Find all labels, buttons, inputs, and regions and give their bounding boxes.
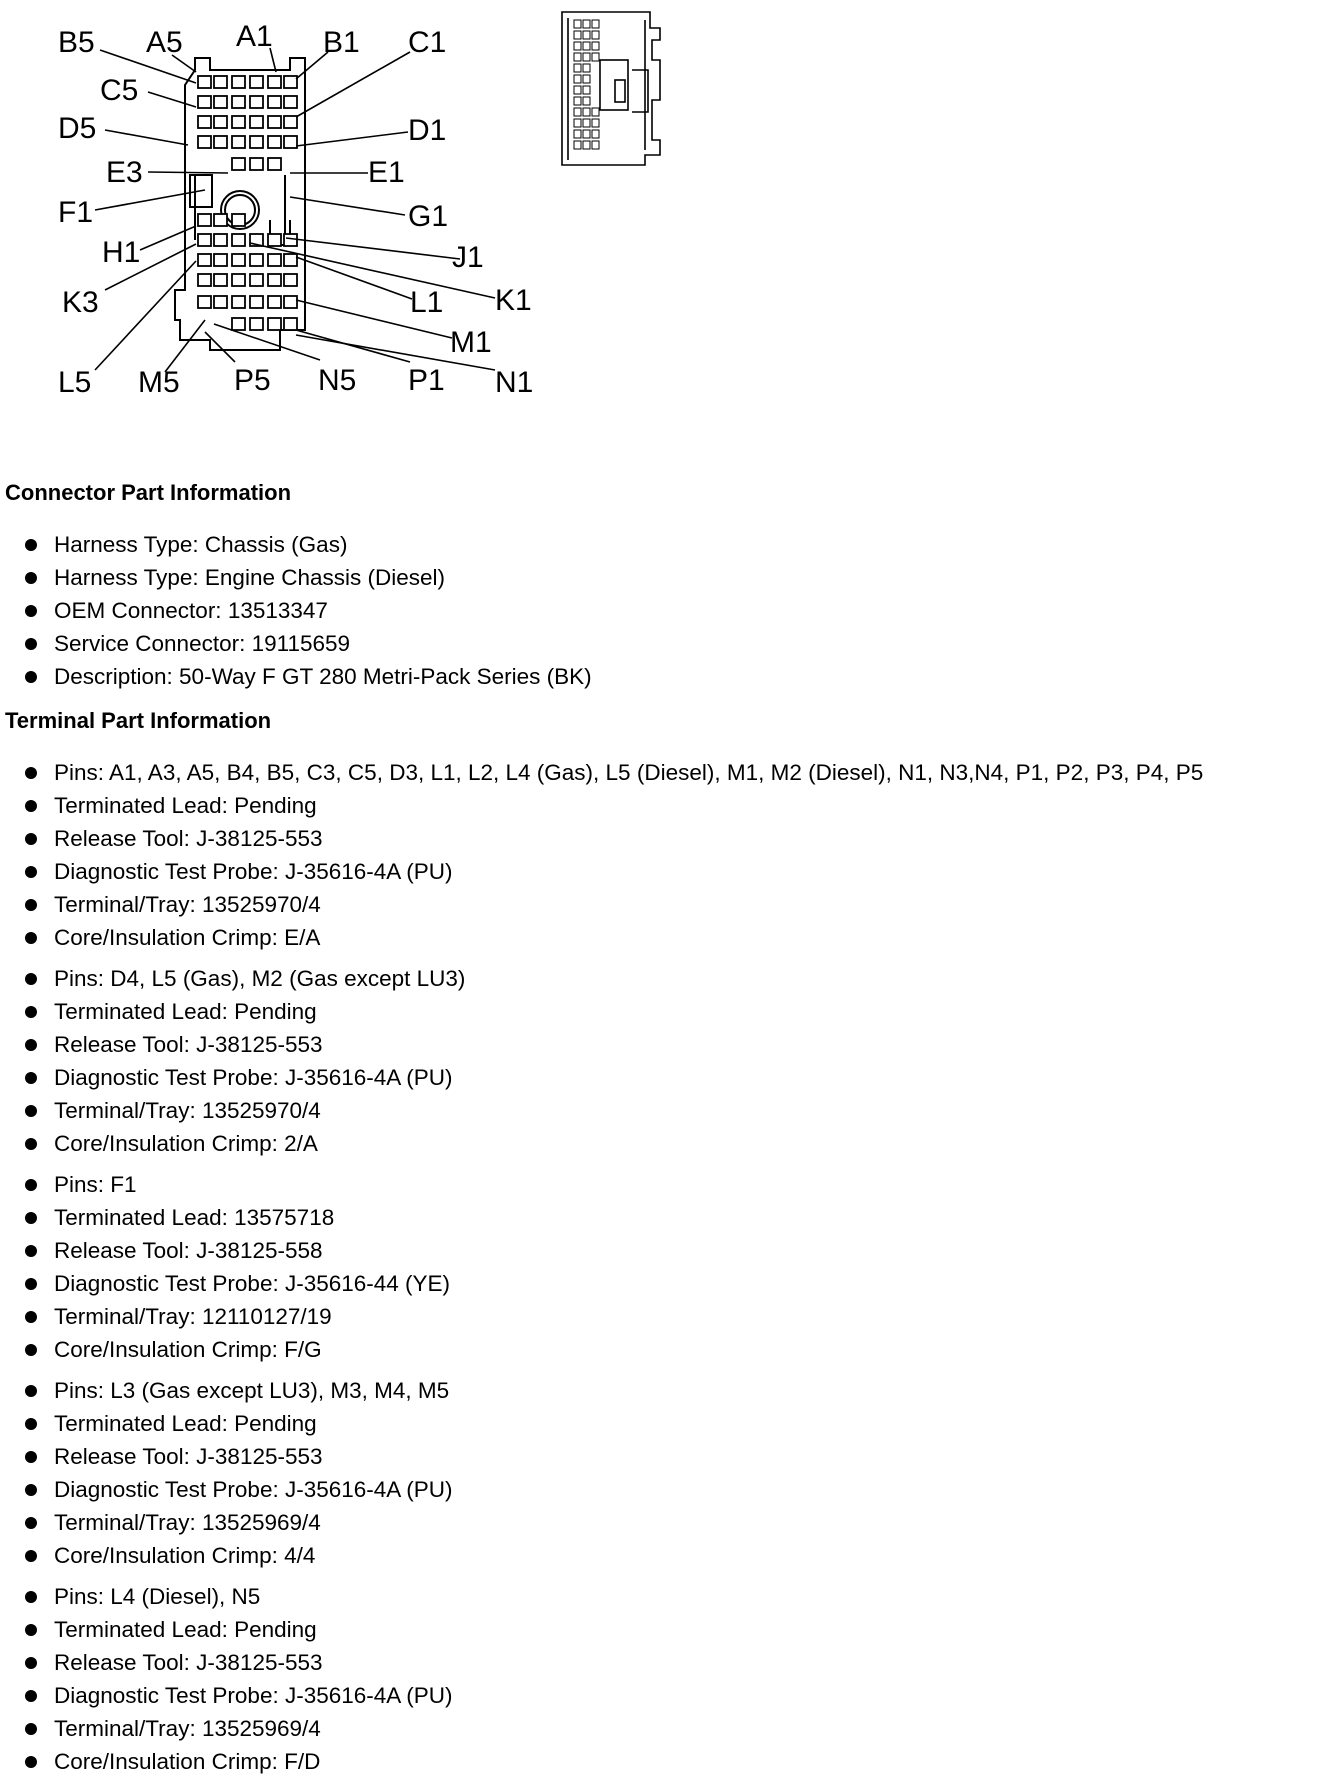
- cavity: [284, 318, 297, 330]
- list-item: Description: 50-Way F GT 280 Metri-Pack Series (BK): [0, 660, 592, 693]
- list-item: Service Connector: 19115659: [0, 627, 592, 660]
- list-item: Terminal/Tray: 13525970/4: [0, 888, 1203, 921]
- cavity: [250, 96, 263, 108]
- cavity: [232, 136, 245, 148]
- list-item: Terminated Lead: Pending: [0, 1613, 453, 1646]
- pin-label-l1: L1: [410, 286, 444, 319]
- pin-label-h1: H1: [102, 236, 141, 269]
- pin-label-d1: D1: [408, 114, 447, 147]
- cavity: [250, 318, 263, 330]
- pin-label-g1: G1: [408, 200, 449, 233]
- bullet-icon: [25, 1756, 37, 1768]
- cavity: [284, 296, 297, 308]
- cavity: [198, 254, 211, 266]
- bullet-icon: [25, 1006, 37, 1018]
- cavity: [214, 116, 227, 128]
- bullet-icon: [25, 1179, 37, 1191]
- bullet-icon: [25, 1278, 37, 1290]
- cavity: [284, 274, 297, 286]
- cavity: [250, 158, 263, 170]
- cavity: [268, 254, 281, 266]
- bullet-icon: [25, 1690, 37, 1702]
- cavity: [250, 76, 263, 88]
- bullet-icon: [25, 1418, 37, 1430]
- cavity: [198, 136, 211, 148]
- bullet-icon: [25, 638, 37, 650]
- bullet-icon: [25, 1105, 37, 1117]
- list-item: Terminated Lead: Pending: [0, 789, 1203, 822]
- side-cavity: [574, 64, 581, 72]
- side-cavity: [583, 119, 590, 127]
- cavity: [198, 296, 211, 308]
- terminal-group-5: [0, 1580, 453, 1778]
- cavity: [284, 234, 297, 246]
- pin-label-a5: A5: [146, 26, 183, 59]
- connector-part-information-heading: Connector Part Information: [5, 480, 292, 505]
- side-cavity: [583, 64, 590, 72]
- bullet-icon: [25, 1591, 37, 1603]
- list-item: Pins: D4, L5 (Gas), M2 (Gas except LU3): [0, 962, 465, 995]
- side-view-grid: [574, 20, 599, 149]
- bullet-icon: [25, 1657, 37, 1669]
- list-item: Diagnostic Test Probe: J-35616-4A (PU): [0, 1679, 453, 1712]
- pin-label-l5: L5: [58, 366, 92, 399]
- side-cavity: [574, 75, 581, 83]
- bullet-icon: [25, 1624, 37, 1636]
- side-cavity: [574, 53, 581, 61]
- side-cavity: [574, 20, 581, 28]
- terminal-group-2: [0, 962, 465, 1160]
- cavity: [250, 116, 263, 128]
- list-item: Release Tool: J-38125-553: [0, 1646, 453, 1679]
- side-cavity: [583, 141, 590, 149]
- cavity: [232, 234, 245, 246]
- list-item: Pins: A1, A3, A5, B4, B5, C3, C5, D3, L1, L2, L4 (Gas), L5 (Diesel), M1, M2 (Diesel), N1, N3,N4, P1, P2, P3, P4, P5: [0, 756, 1203, 789]
- bullet-icon: [25, 539, 37, 551]
- pin-label-e1: E1: [368, 156, 405, 189]
- side-cavity: [583, 42, 590, 50]
- cavity: [232, 296, 245, 308]
- cavity: [214, 296, 227, 308]
- pin-label-a1: A1: [236, 20, 273, 53]
- list-item: Diagnostic Test Probe: J-35616-4A (PU): [0, 1061, 465, 1094]
- pin-label-m1: M1: [450, 326, 492, 359]
- bullet-icon: [25, 973, 37, 985]
- bullet-icon: [25, 899, 37, 911]
- list-item: Release Tool: J-38125-558: [0, 1234, 450, 1267]
- side-cavity: [592, 53, 599, 61]
- terminal-part-information-heading: Terminal Part Information: [5, 708, 272, 733]
- list-item: Terminal/Tray: 13525970/4: [0, 1094, 465, 1127]
- cavity: [268, 136, 281, 148]
- cavity: [250, 254, 263, 266]
- cavity: [232, 214, 245, 226]
- pin-label-b1: B1: [323, 26, 360, 59]
- side-cavity: [583, 108, 590, 116]
- list-item: Pins: L3 (Gas except LU3), M3, M4, M5: [0, 1374, 453, 1407]
- side-cavity: [574, 31, 581, 39]
- side-cavity: [592, 108, 599, 116]
- cavity: [268, 274, 281, 286]
- side-cavity: [583, 75, 590, 83]
- list-item: OEM Connector: 13513347: [0, 594, 592, 627]
- cavity: [232, 158, 245, 170]
- cavity: [214, 136, 227, 148]
- cavity: [232, 254, 245, 266]
- list-item: Core/Insulation Crimp: F/G: [0, 1333, 450, 1366]
- list-item: Pins: F1: [0, 1168, 450, 1201]
- cavity: [268, 76, 281, 88]
- pin-label-p1: P1: [408, 364, 445, 397]
- side-cavity: [583, 130, 590, 138]
- side-cavity: [574, 108, 581, 116]
- side-cavity: [592, 31, 599, 39]
- terminal-group-1: [0, 756, 1203, 954]
- bullet-icon: [25, 1138, 37, 1150]
- bullet-icon: [25, 833, 37, 845]
- pin-label-c1: C1: [408, 26, 447, 59]
- list-item: Release Tool: J-38125-553: [0, 822, 1203, 855]
- connector-side-view: [562, 12, 660, 165]
- pin-label-f1: F1: [58, 196, 94, 229]
- list-item: Release Tool: J-38125-553: [0, 1028, 465, 1061]
- cavity: [232, 116, 245, 128]
- side-cavity: [592, 141, 599, 149]
- cavity: [284, 254, 297, 266]
- cavity: [284, 76, 297, 88]
- cavity: [268, 318, 281, 330]
- cavity: [214, 274, 227, 286]
- cavity: [284, 136, 297, 148]
- cavity: [198, 214, 211, 226]
- bullet-icon: [25, 1550, 37, 1562]
- list-item: Diagnostic Test Probe: J-35616-44 (YE): [0, 1267, 450, 1300]
- bullet-icon: [25, 1311, 37, 1323]
- side-cavity: [574, 42, 581, 50]
- list-item: Terminated Lead: 13575718: [0, 1201, 450, 1234]
- cavity: [268, 96, 281, 108]
- list-item: Release Tool: J-38125-553: [0, 1440, 453, 1473]
- pin-label-j1: J1: [452, 241, 484, 274]
- pin-label-m5: M5: [138, 366, 180, 399]
- side-cavity: [574, 86, 581, 94]
- list-item: Harness Type: Engine Chassis (Diesel): [0, 561, 592, 594]
- bullet-icon: [25, 866, 37, 878]
- pin-label-n1: N1: [495, 366, 534, 399]
- list-item: Terminated Lead: Pending: [0, 995, 465, 1028]
- side-cavity: [574, 141, 581, 149]
- pin-label-p5: P5: [234, 364, 271, 397]
- list-item: Diagnostic Test Probe: J-35616-4A (PU): [0, 855, 1203, 888]
- bullet-icon: [25, 572, 37, 584]
- pin-label-k1: K1: [495, 284, 532, 317]
- cavity: [198, 274, 211, 286]
- pin-label-d5: D5: [58, 112, 97, 145]
- cavity: [214, 254, 227, 266]
- cavity: [268, 158, 281, 170]
- bullet-icon: [25, 1517, 37, 1529]
- pin-label-b5: B5: [58, 26, 95, 59]
- cavity: [284, 116, 297, 128]
- bullet-icon: [25, 1212, 37, 1224]
- cavity: [198, 234, 211, 246]
- side-cavity: [592, 130, 599, 138]
- terminal-group-3: [0, 1168, 450, 1366]
- bullet-icon: [25, 1451, 37, 1463]
- side-cavity: [583, 31, 590, 39]
- pin-label-c5: C5: [100, 74, 139, 107]
- cavity: [268, 234, 281, 246]
- cavity: [250, 274, 263, 286]
- cavity: [214, 214, 227, 226]
- cavity: [232, 96, 245, 108]
- cavity: [232, 274, 245, 286]
- bullet-icon: [25, 1723, 37, 1735]
- cavity: [232, 318, 245, 330]
- list-item: Pins: L4 (Diesel), N5: [0, 1580, 453, 1613]
- list-item: Harness Type: Chassis (Gas): [0, 528, 592, 561]
- list-item: Terminal/Tray: 13525969/4: [0, 1712, 453, 1745]
- side-cavity: [592, 119, 599, 127]
- side-cavity: [583, 86, 590, 94]
- list-item: Core/Insulation Crimp: 2/A: [0, 1127, 465, 1160]
- side-cavity: [574, 130, 581, 138]
- cavity: [268, 296, 281, 308]
- list-item: Diagnostic Test Probe: J-35616-4A (PU): [0, 1473, 453, 1506]
- connector-part-information-list: [0, 528, 592, 693]
- side-cavity: [583, 20, 590, 28]
- bullet-icon: [25, 1385, 37, 1397]
- cavity: [198, 76, 211, 88]
- bullet-icon: [25, 767, 37, 779]
- side-cavity: [583, 53, 590, 61]
- bullet-icon: [25, 1484, 37, 1496]
- list-item: Terminal/Tray: 12110127/19: [0, 1300, 450, 1333]
- cavity: [214, 76, 227, 88]
- bullet-icon: [25, 1039, 37, 1051]
- bullet-icon: [25, 605, 37, 617]
- pin-label-n5: N5: [318, 364, 357, 397]
- cavity: [198, 116, 211, 128]
- bullet-icon: [25, 1344, 37, 1356]
- cavity: [232, 76, 245, 88]
- side-cavity: [592, 20, 599, 28]
- cavity: [198, 96, 211, 108]
- terminal-group-4: [0, 1374, 453, 1572]
- connector-diagram: [0, 0, 1344, 420]
- cavity: [250, 296, 263, 308]
- cavity: [284, 96, 297, 108]
- cavity: [250, 136, 263, 148]
- cavity: [268, 116, 281, 128]
- bullet-icon: [25, 671, 37, 683]
- side-cavity: [592, 42, 599, 50]
- side-cavity: [583, 97, 590, 105]
- cavity: [214, 234, 227, 246]
- bullet-icon: [25, 800, 37, 812]
- list-item: Core/Insulation Crimp: 4/4: [0, 1539, 453, 1572]
- list-item: Terminal/Tray: 13525969/4: [0, 1506, 453, 1539]
- pin-label-k3: K3: [62, 286, 99, 319]
- pin-label-e3: E3: [106, 156, 143, 189]
- list-item: Terminated Lead: Pending: [0, 1407, 453, 1440]
- bullet-icon: [25, 1072, 37, 1084]
- bullet-icon: [25, 932, 37, 944]
- list-item: Core/Insulation Crimp: F/D: [0, 1745, 453, 1778]
- side-cavity: [574, 119, 581, 127]
- side-cavity: [574, 97, 581, 105]
- cavity: [214, 96, 227, 108]
- bullet-icon: [25, 1245, 37, 1257]
- list-item: Core/Insulation Crimp: E/A: [0, 921, 1203, 954]
